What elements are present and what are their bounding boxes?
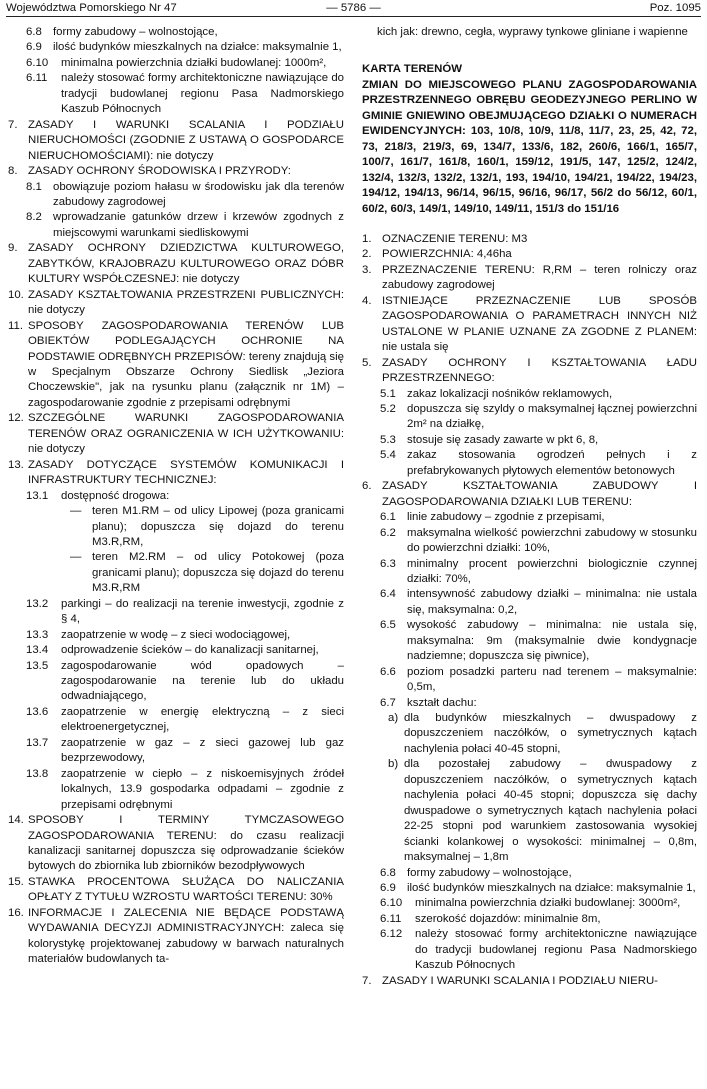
list-item xyxy=(362,974,697,989)
item-number: 6.9 xyxy=(26,41,42,54)
item-number: 11. xyxy=(8,319,23,332)
list-item xyxy=(8,40,344,55)
item-number: 13.3 xyxy=(26,628,49,641)
item-text: OZNACZENIE TERENU: M3 xyxy=(382,232,528,245)
list-item xyxy=(362,387,697,402)
item-number: 13.6 xyxy=(26,705,49,718)
continued-text xyxy=(362,25,697,40)
list-item xyxy=(8,411,344,457)
page-header xyxy=(6,1,701,16)
item-text: zaopatrzenie w energię elektryczną – z sieci elektroenergetycznej, xyxy=(61,705,344,734)
item-text: zakaz lokalizacji nośników reklamowych, xyxy=(407,387,613,400)
item-text: ZASADY OCHRONY ŚRODOWISKA I PRZYRODY: xyxy=(28,165,291,178)
item-number: a) xyxy=(388,712,399,725)
item-number: 13.8 xyxy=(26,767,49,780)
spacer xyxy=(362,217,697,232)
list-item xyxy=(8,736,344,767)
list-item xyxy=(362,711,697,757)
list-item xyxy=(8,210,344,241)
item-number: 7. xyxy=(362,974,372,987)
item-text: linie zabudowy – zgodnie z przepisami, xyxy=(407,511,605,524)
item-text: SPOSOBY I TERMINY TYMCZASOWEGO ZAGOSPODAROWANIA TERENU: do czasu realizacji kanalizacji sanitarnej dopuszcza się odprowadzanie ścieków bytowych do zbiornika lub zbiorników bezodpływowych xyxy=(28,814,344,873)
item-number: 5.2 xyxy=(380,402,396,415)
item-text: parkingi – do realizacji na terenie inwestycji, zgodnie z § 4, xyxy=(61,597,344,626)
journal-title: Województwa Pomorskiego Nr 47 xyxy=(6,2,177,14)
item-text: dla budynków mieszkalnych – dwuspadowy z dopuszczeniem naczółków, o symetrycznych kątach nachylenia połaci 40-45 stopni, xyxy=(404,712,697,755)
item-text: ZASADY DOTYCZĄCE SYSTEMÓW KOMUNIKACJI I INFRASTRUKTURY TECHNICZNEJ: xyxy=(28,458,344,487)
item-text: minimalny procent powierzchni biologicznie czynnej działki: 70%, xyxy=(407,557,697,585)
item-text: poziom posadzki parteru nad terenem – maksymalnie: 0,5m, xyxy=(407,665,697,694)
item-number: 13.5 xyxy=(26,659,49,672)
list-item xyxy=(362,433,697,448)
item-number: 9. xyxy=(8,242,18,255)
spacer xyxy=(362,40,697,62)
item-text: zaopatrzenie w gaz – z sieci gazowej lub gaz bezprzewodowy, xyxy=(61,736,344,765)
list-item xyxy=(362,696,697,711)
item-text: dopuszcza się szyldy o maksymalnej łącznej powierzchni 2m² na działkę, xyxy=(407,402,697,431)
list-item xyxy=(362,557,697,588)
item-number: 6. xyxy=(362,480,372,493)
item-text: STAWKA PROCENTOWA SŁUŻĄCA DO NALICZANIA OPŁATY Z TYTUŁU WZROSTU WARTOŚCI TERENU: 30% xyxy=(28,875,344,904)
item-text: szerokość dojazdów: minimalnie 8m, xyxy=(415,912,601,925)
left-column xyxy=(8,25,344,968)
item-number: 6.8 xyxy=(380,866,396,879)
item-text: zagospodarowanie wód opadowych – zagospodarowanie na terenie lub do układu odwadniającego, xyxy=(61,659,344,703)
list-item xyxy=(8,597,344,628)
item-text: minimalna powierzchnia działki budowlanej: 3000m², xyxy=(415,897,681,910)
item-number: 6.1 xyxy=(380,511,396,524)
item-number: 8.2 xyxy=(26,211,42,224)
item-text: zakaz stosowania ogrodzeń pełnych i z prefabrykowanych płytowych elementów betonowych xyxy=(407,449,697,477)
item-text: zaopatrzenie w ciepło – z niskoemisyjnych źródeł lokalnych, 13.9 gospodarka odpadami – zgodnie z przepisami odrębnymi xyxy=(61,767,344,811)
list-item xyxy=(8,504,344,550)
list-item xyxy=(362,912,697,927)
right-column xyxy=(362,25,697,989)
item-text: ZASADY I WARUNKI SCALANIA I PODZIAŁU NIERUCHOMOŚCI (ZGODNIE Z USTAWĄ O GOSPODARCE NIERUCHOMOŚCIAMI): nie dotyczy xyxy=(28,118,344,162)
item-number: 16. xyxy=(8,906,24,919)
item-number: 6.9 xyxy=(380,882,396,895)
item-text: kształt dachu: xyxy=(407,696,477,709)
item-number: b) xyxy=(388,758,399,771)
item-text: stosuje się zasady zawarte w pkt 6, 8, xyxy=(407,433,599,446)
item-number: 6.6 xyxy=(380,665,396,678)
item-number: 6.3 xyxy=(380,557,396,570)
item-text: ZASADY KSZTAŁTOWANIA ZABUDOWY I ZAGOSPODAROWANIA DZIAŁKI LUB TERENU: xyxy=(382,480,697,508)
item-text: kich jak: drewno, cegła, wyprawy tynkowe gliniane i wapienne xyxy=(377,26,688,38)
item-number: 13.4 xyxy=(26,644,49,657)
item-text: PRZEZNACZENIE TERENU: R,RM – teren rolniczy oraz zabudowy zagrodowej xyxy=(382,263,697,292)
position-number: Poz. 1095 xyxy=(649,2,701,14)
item-text: ZASADY OCHRONY DZIEDZICTWA KULTUROWEGO, ZABYTKÓW, KRAJOBRAZU KULTUROWEGO ORAZ DÓBR KULTURY WSPÓŁCZESNEJ: nie dotyczy xyxy=(28,242,344,286)
list-item xyxy=(8,705,344,736)
item-text: wysokość zabudowy – minimalna: nie ustala się, maksymalna: 9m (maksymalnie dwie kondygnacje nadziemne; dopuszcza się piwnice), xyxy=(407,619,697,663)
item-number: 6.11 xyxy=(26,72,48,85)
list-item xyxy=(362,263,697,294)
item-number: 7. xyxy=(8,118,18,131)
list-item xyxy=(362,526,697,557)
list-item xyxy=(8,180,344,211)
list-item xyxy=(362,587,697,618)
item-number: 6.12 xyxy=(380,928,403,941)
item-number: 6.4 xyxy=(380,588,396,601)
item-number: 3. xyxy=(362,263,372,276)
list-item xyxy=(8,319,344,412)
item-text: formy zabudowy – wolnostojące, xyxy=(53,26,218,38)
list-item xyxy=(8,25,344,40)
list-item xyxy=(8,659,344,705)
item-text: INFORMACJE I ZALECENIA NIE BĘDĄCE PODSTAWĄ WYDAWANIA DECYZJI ADMINISTRACYJNYCH: zaleca się kolorystykę projektowanej zabudowy w barwach naturalnych materiałów budowlanych ta- xyxy=(28,906,344,966)
list-item xyxy=(362,896,697,911)
item-text: SPOSOBY ZAGOSPODAROWANIA TERENÓW LUB OBIEKTÓW PODLEGAJĄCYCH OCHRONIE NA PODSTAWIE ODRĘBNYCH PRZEPISÓW: tereny znajdują się w Specjalnym Obszarze Ochrony Siedlisk „Jeziora Choczewskie", jak na rysunku planu (załącznik nr 1M) – zagospodarowanie zgodnie z przepisami odrębnymi xyxy=(28,319,344,409)
item-text: ZMIAN DO MIEJSCOWEGO PLANU ZAGOSPODAROWANIA PRZESTRZENNEGO OBRĘBU GEODEZYJNEGO PERLINO W GMINIE GNIEWINO OBEJMUJĄCEGO DZIAŁKI O NUMERACH EWIDENCYJNYCH: 103, 10/8, 10/9, 11/8, 11/7, 23, 25, 42, 72, 73, 218/3, 219/3, 69, 134/7, 133/6, 182, 260/6, 166/1, 165/7, 100/7, 161/7, 161/8, 160/1, 159/12, 191/5, 147, 125/2, 124/2, 132/4, 132/3, 132/2, 132/1, 193, 194/10, 194/21, 194/22, 194/23, 194/12, 194/13, 96/14, 96/15, 96/16, 96/17, 56/2 do 56/12, 60/1, 60/2, 60/3, 149/1, 149/10, 149/11, 151/3 do 151/16 xyxy=(362,78,697,215)
item-text: dla pozostałej zabudowy – dwuspadowy z dopuszczeniem naczółków, o symetrycznych kątach nachylenia połaci 40-45 stopni; dopuszcza się dachy dwuspadowe o symetrycznych kątach nachylenia połaci 22-25 stopni pod warunkiem zastosowania wysokiej ścianki kolankowej o wysokości: minimalnej – 0,8m, maksymalnej – 1,8m xyxy=(404,758,697,864)
item-number: 13. xyxy=(8,458,24,471)
item-text: minimalna powierzchnia działki budowlanej: 1000m², xyxy=(61,56,327,69)
list-item xyxy=(362,479,697,510)
item-number: 6.5 xyxy=(380,619,396,632)
list-item xyxy=(362,757,697,865)
list-item xyxy=(8,813,344,875)
item-number: 10. xyxy=(8,288,24,301)
item-number: 6.7 xyxy=(380,696,396,709)
list-item xyxy=(8,550,344,596)
item-number: 6.10 xyxy=(380,897,403,910)
item-text: ZASADY OCHRONY I KSZTAŁTOWANIA ŁADU PRZESTRZENNEGO: xyxy=(382,356,697,385)
list-item xyxy=(362,665,697,696)
item-text: KARTA TERENÓW xyxy=(362,63,462,76)
list-item xyxy=(8,767,344,813)
list-item xyxy=(8,118,344,164)
item-number: 6.10 xyxy=(26,56,49,69)
list-item xyxy=(8,875,344,906)
list-item xyxy=(8,71,344,117)
item-number: — xyxy=(70,551,82,564)
list-item xyxy=(8,906,344,968)
item-number: 13.7 xyxy=(26,736,49,749)
item-text: ilość budynków mieszkalnych na działce: maksymalnie 1, xyxy=(407,882,696,895)
list-item xyxy=(362,618,697,664)
item-number: 6.2 xyxy=(380,526,396,539)
section-title xyxy=(362,62,697,77)
section-heading xyxy=(362,78,697,217)
item-number: 5.1 xyxy=(380,387,396,400)
list-item xyxy=(362,232,697,247)
page-number: — 5786 — xyxy=(326,2,381,14)
list-item xyxy=(362,448,697,479)
item-number: 5.3 xyxy=(380,433,396,446)
item-text: ISTNIEJĄCE PRZEZNACZENIE LUB SPOSÓB ZAGOSPODAROWANIA O PARAMETRACH INNYCH NIŻ USTALONE W PLANIE UZNANE ZA ZGODNE Z PLANEM: nie ustala się xyxy=(382,294,697,354)
list-item xyxy=(8,288,344,319)
item-number: 8.1 xyxy=(26,180,42,193)
list-item xyxy=(362,866,697,881)
item-number: — xyxy=(70,505,82,518)
item-number: 14. xyxy=(8,814,24,827)
item-text: należy stosować formy architektoniczne nawiązujące do tradycji budowlanej regionu Pasa Nadmorskiego Kaszub Północnych xyxy=(415,928,697,972)
item-text: należy stosować formy architektoniczne nawiązujące do tradycji budowlanej regionu Pasa Nadmorskiego Kaszub Północnych xyxy=(61,72,344,116)
item-number: 6.8 xyxy=(26,26,42,38)
list-item xyxy=(8,489,344,504)
item-text: obowiązuje poziom hałasu w środowisku jak dla terenów zabudowy zagrodowej xyxy=(53,180,344,208)
list-item xyxy=(362,356,697,387)
list-item xyxy=(362,294,697,356)
item-text: teren M1.RM – od ulicy Lipowej (poza granicami planu); dopuszcza się dojazd do terenu M3.R,RM, xyxy=(92,505,344,548)
item-number: 8. xyxy=(8,165,18,178)
item-text: odprowadzenie ścieków – do kanalizacji sanitarnej, xyxy=(61,644,319,657)
item-number: 1. xyxy=(362,232,372,245)
list-item xyxy=(362,402,697,433)
list-item xyxy=(8,241,344,287)
list-item xyxy=(8,458,344,489)
list-item xyxy=(362,927,697,973)
item-text: maksymalna wielkość powierzchni zabudowy w stosunku do powierzchni działki: 10%, xyxy=(407,526,697,555)
item-text: SZCZEGÓLNE WARUNKI ZAGOSPODAROWANIA TERENÓW ORAZ OGRANICZENIA W ICH UŻYTKOWANIU: nie dotyczy xyxy=(28,412,344,456)
list-item xyxy=(362,881,697,896)
item-text: ZASADY I WARUNKI SCALANIA I PODZIAŁU NIERU- xyxy=(382,974,658,987)
item-number: 2. xyxy=(362,248,372,261)
item-text: wprowadzanie gatunków drzew i krzewów zgodnych z miejscowymi warunkami siedliskowymi xyxy=(53,211,344,239)
item-text: formy zabudowy – wolnostojące, xyxy=(407,866,572,879)
item-number: 13.2 xyxy=(26,597,49,610)
item-number: 5. xyxy=(362,356,372,369)
item-text: ZASADY KSZTAŁTOWANIA PRZESTRZENI PUBLICZNYCH: nie dotyczy xyxy=(28,288,344,317)
item-number: 6.11 xyxy=(380,912,402,925)
list-item xyxy=(8,164,344,179)
item-number: 13.1 xyxy=(26,489,49,502)
item-text: POWIERZCHNIA: 4,46ha xyxy=(382,248,512,261)
item-number: 15. xyxy=(8,875,24,888)
list-item xyxy=(362,510,697,525)
item-number: 4. xyxy=(362,294,372,307)
list-item xyxy=(8,628,344,643)
header-rule xyxy=(6,16,701,17)
item-text: ilość budynków mieszkalnych na działce: maksymalnie 1, xyxy=(53,41,342,54)
item-number: 5.4 xyxy=(380,449,396,462)
item-text: teren M2.RM – od ulicy Potokowej (poza granicami planu); dopuszcza się dojazd do terenu M3.R,RM xyxy=(92,551,344,595)
item-number: 12. xyxy=(8,412,24,425)
list-item xyxy=(8,56,344,71)
item-text: zaopatrzenie w wodę – z sieci wodociągowej, xyxy=(61,628,291,641)
list-item xyxy=(8,643,344,658)
list-item xyxy=(362,247,697,262)
item-text: intensywność zabudowy działki – minimalna: nie ustala się, maksymalna: 0,2, xyxy=(407,588,697,616)
item-text: dostępność drogowa: xyxy=(61,489,170,502)
